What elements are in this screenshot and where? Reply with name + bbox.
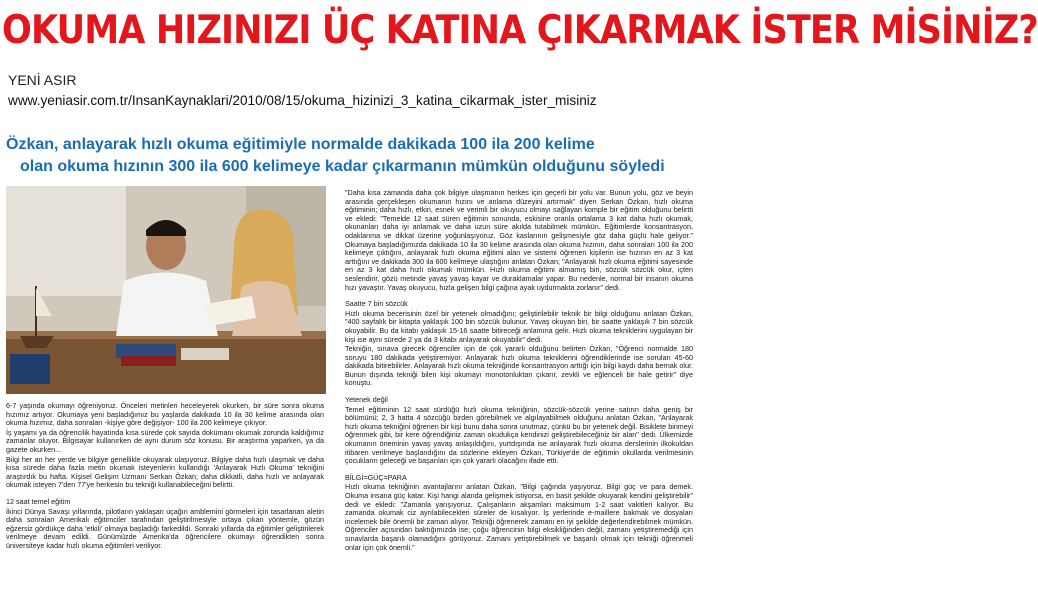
source-url[interactable]: www.yeniasir.com.tr/InsanKaynaklari/2010/08/15/okuma_hizinizi_3_katina_cikarmak_ister_misiniz: [8, 93, 597, 108]
article-photo: [6, 186, 326, 394]
paragraph: İkinci Dünya Savaşı yıllarında, pilotların yaklaşan uçağın amblemini görmeleri için tasarlanan aletin daha sonraları Amerikalı eğitimciler tarafından geliştirilmesiyle ortaya çıkan yöntemle, gözün eğzersiz gördükçe daha 'etkili' olmaya başladığı farkedildi. Sonraki yıllarda da eğitimler geliştirilerek verilmeye devam edildi. Günümüzde Amerika'da öğrencilere okumayı öğrendikten sonra üniversiteye kadar hızlı okuma eğitimleri veriliyor.: [6, 506, 324, 550]
paragraph: "Daha kısa zamanda daha çok bilgiye ulaşmanın herkes için geçerli bir yolu var. Bunun yolu, göz ve beyin arasında gerçekleşen okumanın hızını ve anlama düzeyini artırmak" diyen Serkan Özkan, hızlı okuma eğitiminin; daha hızlı, etkin, esnek ve verimli bir okuyucu olmayı sağlayan komple bir eğitim olduğunu belirtti ve ekledi: "Temelde 12 saat süren eğitimin sonunda, eskisine oranla ortalama 3 kat daha hızlı okumak, okunanları daha iyi anlamak ve daha uzun süre akılda tutabilmek mümkün. Eğitimlerde konsantrasyon, odaklanma ve dikkat üzerine yoğunlaşıyoruz. Göz kaslarının gelişmesiyle göz daha güçlü hale geliyor." Okumaya başladığımızda dakikada 10 ila 30 kelime arasında olan okuma hızının, daha sonraları 100 ila 200 kelimeye çıktığını, anlayarak hızlı okuma eğitimi alan ve sistemi öğrenen kişilerin ise hızının en az 3 kat arttığını ve dakikada 300 ila 600 kelimeye ulaştığını anlatan Özkan; "Anlayarak hızlı okuma eğitimi sayesinde en az 3 kat daha hızlı okumak mümkün. Hızlı okuma eğitimi almamış biri, sözcük sözcük okur, içten seslendirir, gözü metinde yavaş yavaş kayar ve duraklamalar yapar. Bu nedenle, normal bir insanın okuma hızı yavaştır. Yavaş okuyucu, hızla gelişen bilgi çağına ayak uydurmakta zorlanır" dedi.: [345, 188, 693, 292]
paragraph: Tekniğin, sınava girecek öğrenciler için de çok yararlı olduğunu belirten Özkan, "Öğrenci normalde 180 soruyu 180 dakikada yetiştiremiyor. Anlayarak hızlı okuma tekniklerini öğrendiklerinde ise soruları 45-60 dakikada bitirebilirler. Anlayarak hızlı okuma tekniğinde konsantrasyon arttığı için bilgi kaydı daha bernak olur. Bunun dışında tekniği bilen kişi okumayı monotonluktan çıkarır, zevkli ve eğlenceli bir hale getirir" diye konuştu.: [345, 344, 693, 388]
paragraph: İş yaşamı ya da öğrencilik hayatında kısa sürede çok sayıda dokümanı okumak zorunda kaldığımız zamanlar oluyor. Bilgisayar kullanırken de aynı durum söz konusu. Bir araştırma yaparken, ya da gazete okurken...: [6, 427, 324, 454]
paragraph: 6-7 yaşında okumayı öğreniyoruz. Önceleri metinleri heceleyerek okurken, bir süre sonra okuma hızımız artıyor. Okumaya yeni başladığımız bu yaşlarda dakikada 10 ila 30 kelime arasında olan okuma hızımız, daha sonraları -kişiye göre değişiyor- 100 ila 200 kelimeye çıkıyor.: [6, 401, 324, 428]
subheading: Saatte 7 bin sözcük: [345, 299, 408, 309]
photo-icon: [6, 186, 326, 394]
left-column: [6, 402, 324, 552]
paragraph: Hızlı okuma becerisinin özel bir yetenek olmadığını; geliştirilebilir teknik bir bilgi olduğunu anlatan Özkan, "400 sayfalık bir kitapta yaklaşık 100 bin sözcük bulunur. Yavaş okuyan biri, bir saatte yaklaşık 7 bin sözcük okuyabilir. Bu da kitabı yaklaşık 15-16 saatte bitireceği anlamına gelir. Hızlı okuma tekniklerini uygulayan bir kişi ise aynı sürede 2 ya da 3 kitabı anlayarak okuyabilir" dedi.: [345, 308, 693, 344]
lead-text: [6, 134, 696, 178]
right-column: [345, 189, 693, 553]
subheading: BİLGİ=GÜÇ=PARA: [345, 472, 407, 482]
paragraph: Hızlı okuma tekniğinin avantajlarını anlatan Özkan, "Bilgi çağında yaşıyoruz. Bilgi güç ve para demek. Okuma insana güç katar. Kişi hangi alanda gelişmek istiyorsa, en basit şekilde okuyarak kendini geliştirebilir" dedi ve ekledi: "Zamanla yarışıyoruz. Çalışanların akşamları maksimum 1-2 saat vakitleri kalıyor. Bu zamanda okumak ciz ayrılabilecekleri süreler de kısalıyor. İş yerlerinde e-maillere bakmak ve dosyaları incelemek bile önemli bir zaman alıyor. Tekniği öğrenerek zamanı en iyi şekilde değerlendirebilmek mümkün. Öğrenciler açısından baktığımızda ise; çoğu öğrencinin bilgi eksikliğinden değil, zamanı yetiştiremediği için sınavlarda başarılı olamadığını görüyoruz. Zamanı yetiştirebilmek ve başarılı olmak için tekniği öğrenmeli onlar için çok önemli.": [345, 482, 693, 552]
source-name: YENİ ASIR: [8, 72, 77, 88]
lead-line-2: olan okuma hızının 300 ila 600 kelimeye kadar çıkarmanın mümkün olduğunu söyledi: [20, 158, 665, 175]
subheading: Yetenek değil: [345, 395, 388, 405]
lead-line-1: Özkan, anlayarak hızlı okuma eğitimiyle normalde dakikada 100 ila 200 kelime: [6, 136, 595, 153]
subheading: 12 saat temel eğitim: [6, 496, 71, 506]
paragraph: Bilgi her an her yerde ve bilgiye genellikle okuyarak ulaşıyoruz. Bilgiye daha hızlı ulaşmak ve daha kısa sürede daha fazla metin okumak isteyenlerin kullandığı 'Anlayarak Hızlı Okuma' tekniğini araştırdık bu hafta. Kişisel Gelişim Uzmanı Serkan Özkan; daha dikkatli, daha hızlı ve anlayarak okumak isteyen 7'den 77'ye herkesin bu tekniği kullanabileceğini belirtti.: [6, 454, 324, 490]
paragraph: Temel eğitiminin 12 saat sürdüğü hızlı okuma tekniğinin, sözcük-sözcük yerine satırın daha geniş bir bölümünü; 2, 3 hatta 4 sözcüğü birden görebilmek ve algılayabilmek olduğunu anlatan Özkan, "Anlayarak hızlı okuma tekniğini öğrenen bir kişi bunu daha sonra unutmaz, çünkü bu bir yetenek değil. Bisiklete binmeyi öğrenmek gibi, bir kere öğrendiğiniz zaman okudukça kendinizi geliştirebileceğiniz bir alan" dedi. Ülkemizde okumanın öneminin yavaş yavaş anlaşıldığını, yurtdışında ise anlayarak hızlı okuma derslerinin ilkokuldan itibaren verilmeye başlandığını da sözlerine ekleyen Özkan, Türkiye'de de eğitimin okullarda verilmesinin çocukların geleceği ve başarıları için çok yararlı olacağını ifade etti.: [345, 404, 693, 466]
headline: OKUMA HIZINIZI ÜÇ KATINA ÇIKARMAK İSTER MİSİNİZ?: [2, 8, 1038, 53]
